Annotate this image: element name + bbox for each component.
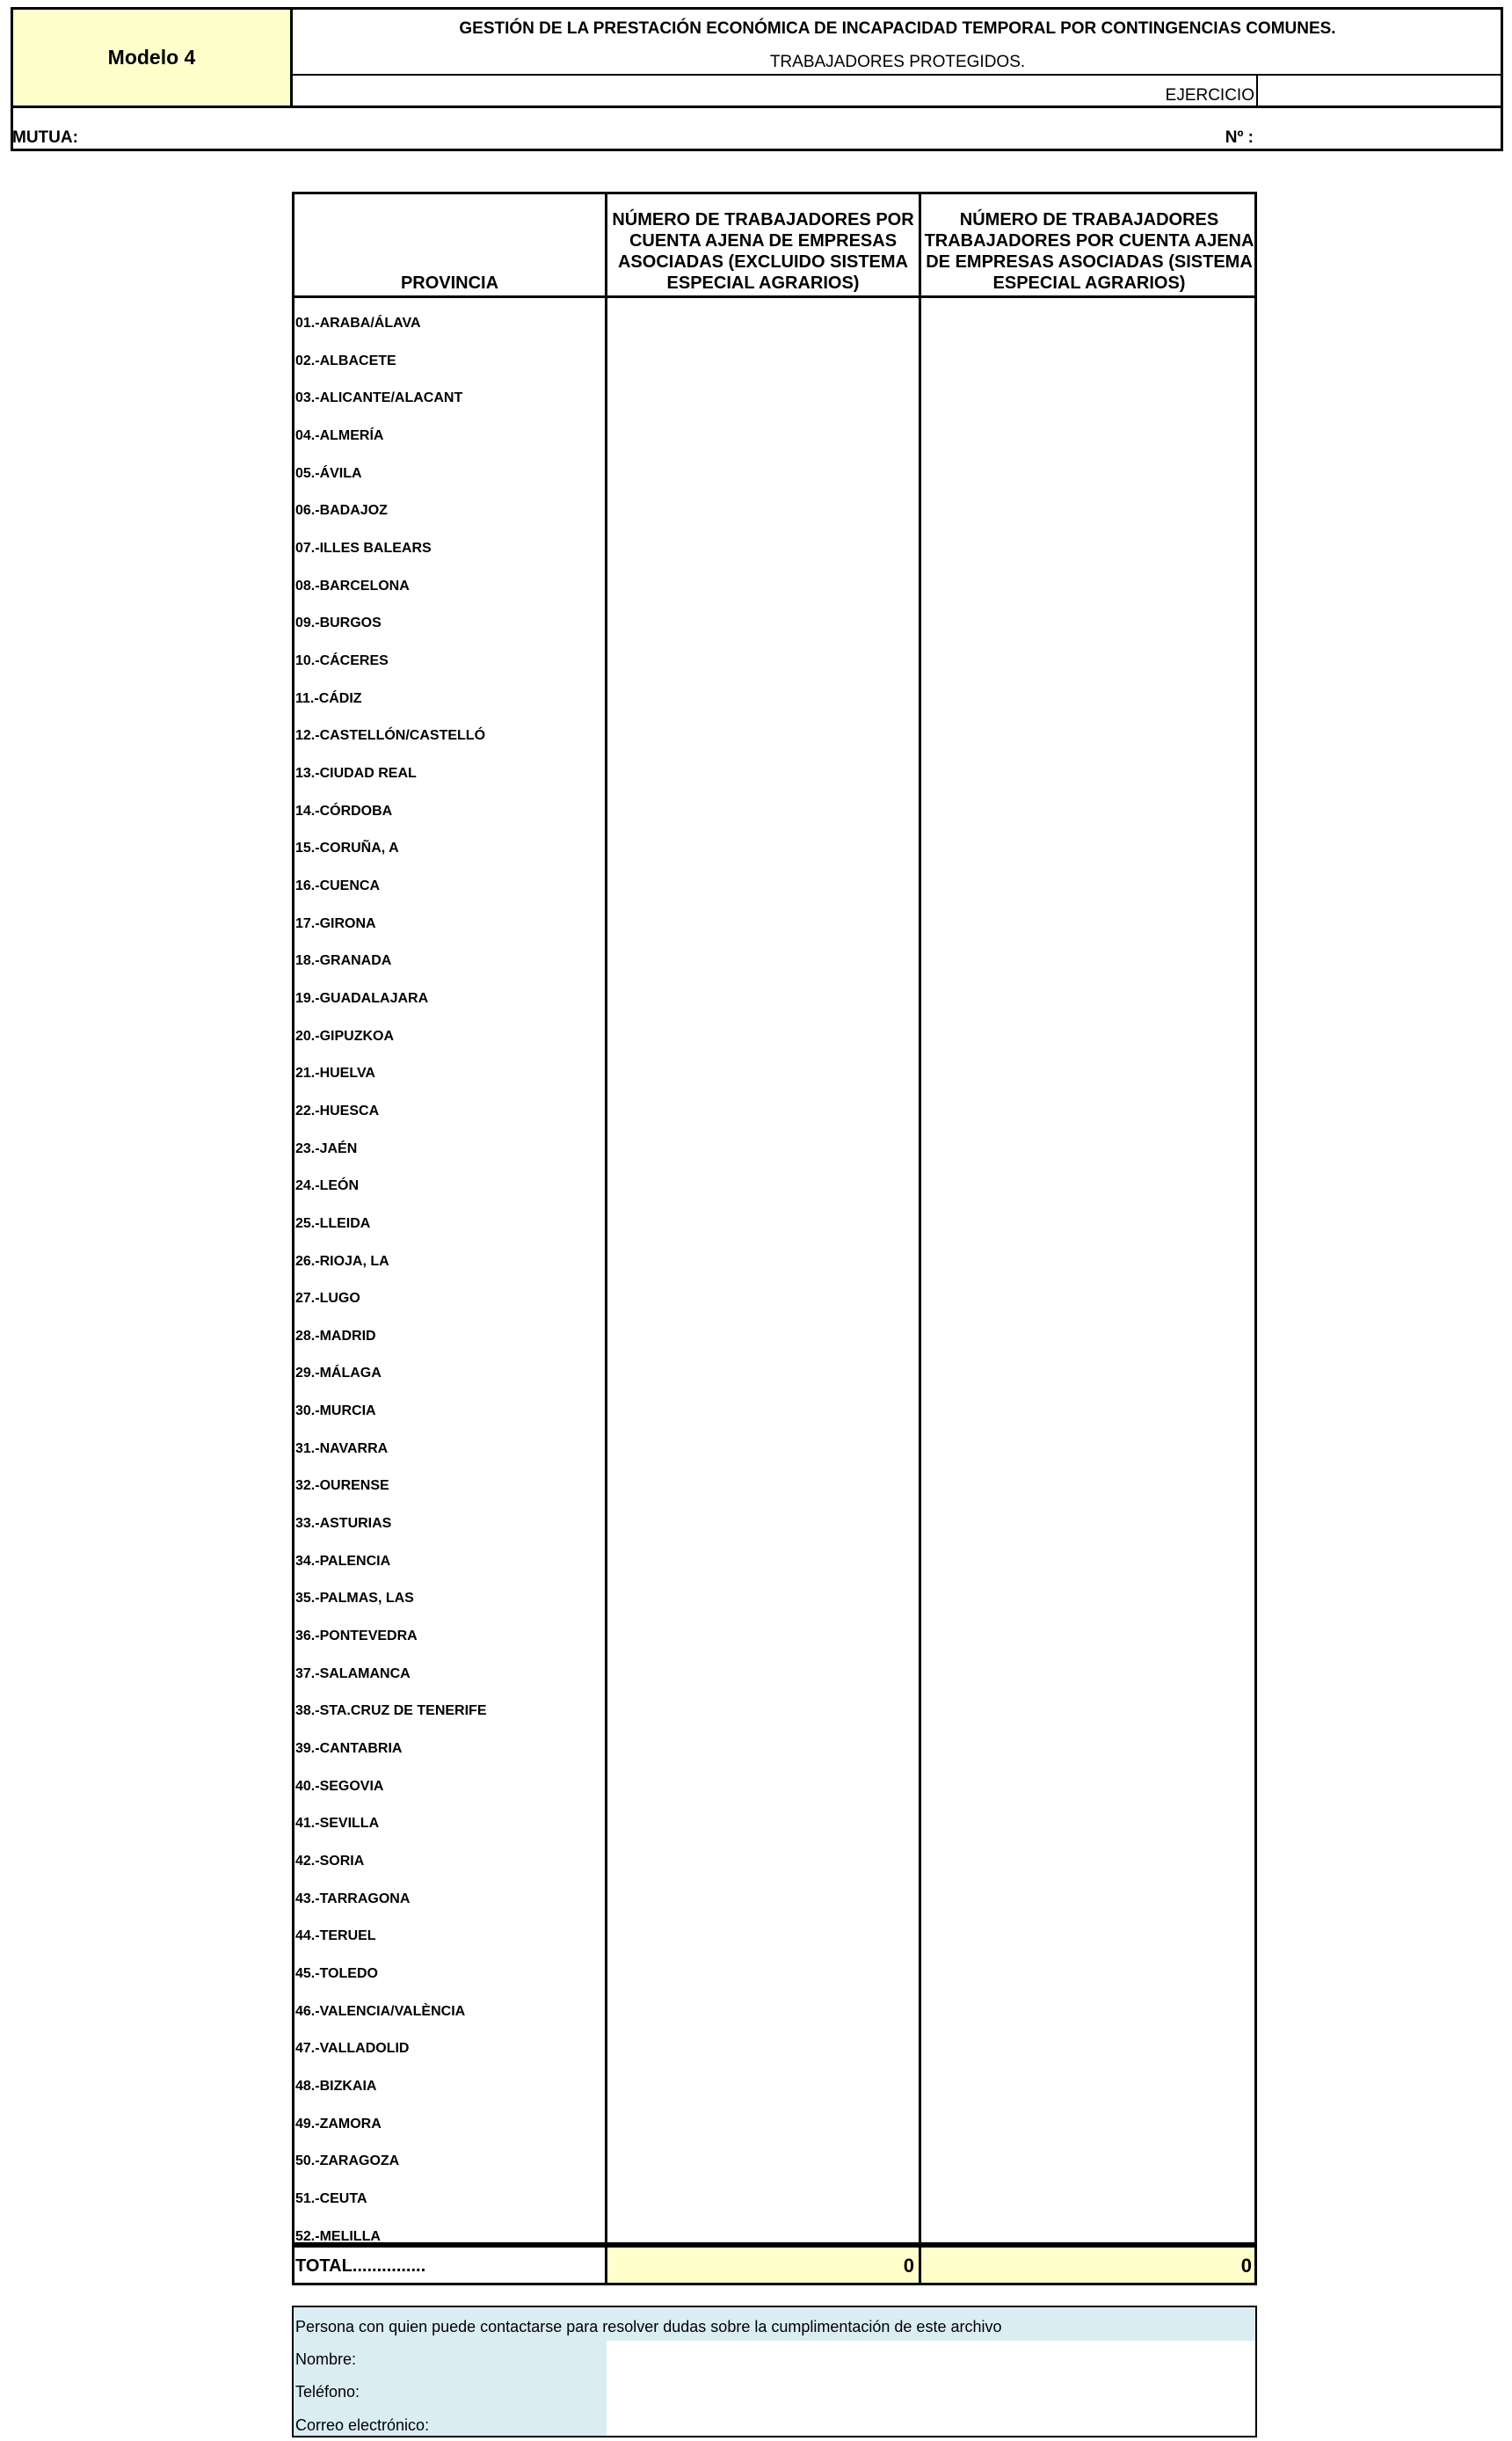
province-excluido-input[interactable] xyxy=(608,1770,916,1805)
province-label: 26.-RIOJA, LA xyxy=(295,1254,389,1269)
province-excluido-input[interactable] xyxy=(608,1694,916,1730)
province-excluido-input[interactable] xyxy=(608,1845,916,1880)
province-agrarios-input[interactable] xyxy=(922,870,1253,905)
province-agrarios-input[interactable] xyxy=(922,944,1253,980)
province-label: 42.-SORIA xyxy=(295,1854,365,1869)
province-label: 10.-CÁCERES xyxy=(295,653,389,668)
province-excluido-input[interactable] xyxy=(608,795,916,830)
province-excluido-input[interactable] xyxy=(608,907,916,943)
province-label: 09.-BURGOS xyxy=(295,616,382,630)
province-excluido-input[interactable] xyxy=(608,419,916,455)
province-agrarios-input[interactable] xyxy=(922,1957,1253,1993)
column-header-excluido: NÚMERO DE TRABAJADORES POR CUENTA AJENA DE EMPRESAS ASOCIADAS (EXCLUIDO SISTEMA ESPECIAL AGRARIOS) xyxy=(612,210,914,293)
telefono-field[interactable] xyxy=(608,2375,1254,2405)
province-excluido-input[interactable] xyxy=(608,1020,916,1055)
province-excluido-input[interactable] xyxy=(608,1620,916,1655)
province-agrarios-input[interactable] xyxy=(922,757,1253,792)
province-excluido-input[interactable] xyxy=(608,1545,916,1580)
province-agrarios-input[interactable] xyxy=(922,607,1253,642)
province-label: 06.-BADAJOZ xyxy=(295,503,388,518)
province-excluido-input[interactable] xyxy=(608,1395,916,1430)
province-label: 48.-BIZKAIA xyxy=(295,2079,377,2094)
province-label: 31.-NAVARRA xyxy=(295,1441,389,1456)
province-excluido-input[interactable] xyxy=(608,832,916,867)
province-excluido-input[interactable] xyxy=(608,1357,916,1392)
mutua-row xyxy=(11,107,1503,151)
province-agrarios-input[interactable] xyxy=(922,1207,1253,1242)
province-excluido-input[interactable] xyxy=(608,1807,916,1842)
total-right-border xyxy=(1254,2245,1257,2285)
province-label: 22.-HUESCA xyxy=(295,1104,380,1118)
province-excluido-input[interactable] xyxy=(608,1057,916,1092)
province-agrarios-input[interactable] xyxy=(922,1245,1253,1280)
province-agrarios-input[interactable] xyxy=(922,832,1253,867)
province-agrarios-input[interactable] xyxy=(922,1770,1253,1805)
province-excluido-input[interactable] xyxy=(608,1883,916,1918)
province-label: 34.-PALENCIA xyxy=(295,1554,391,1569)
province-excluido-input[interactable] xyxy=(608,1582,916,1617)
province-excluido-input[interactable] xyxy=(608,2145,916,2180)
province-agrarios-input[interactable] xyxy=(922,1694,1253,1730)
province-excluido-input[interactable] xyxy=(608,1920,916,1955)
province-excluido-input[interactable] xyxy=(608,1658,916,1693)
province-excluido-input[interactable] xyxy=(608,607,916,642)
province-label: 45.-TOLEDO xyxy=(295,1966,378,1981)
correo-field[interactable] xyxy=(608,2408,1254,2436)
table-bottom-border xyxy=(292,2283,1257,2285)
province-agrarios-input[interactable] xyxy=(922,1395,1253,1430)
province-agrarios-input[interactable] xyxy=(922,1807,1253,1842)
province-label: 43.-TARRAGONA xyxy=(295,1891,411,1906)
province-label: 25.-LLEIDA xyxy=(295,1216,371,1231)
total-divider xyxy=(605,2245,607,2285)
model-text: Modelo 4 xyxy=(107,46,196,69)
province-agrarios-input[interactable] xyxy=(922,1845,1253,1880)
province-agrarios-input[interactable] xyxy=(922,1620,1253,1655)
province-agrarios-input[interactable] xyxy=(922,1095,1253,1130)
province-label: 50.-ZARAGOZA xyxy=(295,2153,400,2168)
province-agrarios-input[interactable] xyxy=(922,795,1253,830)
province-label: 38.-STA.CRUZ DE TENERIFE xyxy=(295,1703,487,1718)
province-agrarios-input[interactable] xyxy=(922,1732,1253,1767)
province-excluido-input[interactable] xyxy=(608,2032,916,2067)
province-excluido-input[interactable] xyxy=(608,2070,916,2105)
province-agrarios-input[interactable] xyxy=(922,457,1253,492)
province-agrarios-input[interactable] xyxy=(922,907,1253,943)
total-label: TOTAL............... xyxy=(295,2256,426,2276)
province-excluido-input[interactable] xyxy=(608,307,916,342)
province-label: 52.-MELILLA xyxy=(295,2229,381,2244)
province-excluido-input[interactable] xyxy=(608,1245,916,1280)
province-excluido-input[interactable] xyxy=(608,1320,916,1355)
total-left-border xyxy=(292,2245,294,2285)
province-label: 40.-SEGOVIA xyxy=(295,1779,384,1794)
province-label: 44.-TERUEL xyxy=(295,1928,376,1943)
province-label: 47.-VALLADOLID xyxy=(295,2041,410,2056)
province-label: 49.-ZAMORA xyxy=(295,2117,382,2131)
province-excluido-input[interactable] xyxy=(608,1995,916,2030)
province-excluido-input[interactable] xyxy=(608,382,916,417)
province-agrarios-input[interactable] xyxy=(922,1169,1253,1205)
province-label: 05.-ÁVILA xyxy=(295,466,362,481)
form-subtitle: TRABAJADORES PROTEGIDOS. xyxy=(769,53,1026,71)
province-excluido-input[interactable] xyxy=(608,1432,916,1468)
total-divider xyxy=(919,2245,921,2285)
nombre-label: Nombre: xyxy=(295,2350,357,2368)
province-label: 39.-CANTABRIA xyxy=(295,1741,403,1756)
total-excluido-value: 0 xyxy=(903,2255,914,2277)
province-excluido-input[interactable] xyxy=(608,1507,916,1542)
province-agrarios-input[interactable] xyxy=(922,982,1253,1017)
province-agrarios-input[interactable] xyxy=(922,1507,1253,1542)
province-excluido-input[interactable] xyxy=(608,682,916,718)
province-agrarios-input[interactable] xyxy=(922,645,1253,680)
province-agrarios-input[interactable] xyxy=(922,419,1253,455)
province-label: 13.-CIUDAD REAL xyxy=(295,766,417,781)
province-label: 51.-CEUTA xyxy=(295,2191,367,2206)
province-agrarios-input[interactable] xyxy=(922,1020,1253,1055)
province-agrarios-input[interactable] xyxy=(922,1320,1253,1355)
province-agrarios-input[interactable] xyxy=(922,2108,1253,2143)
province-label: 16.-CUENCA xyxy=(295,878,381,893)
province-label: 24.-LEÓN xyxy=(295,1178,360,1193)
province-agrarios-input[interactable] xyxy=(922,2182,1253,2218)
province-excluido-input[interactable] xyxy=(608,1133,916,1168)
form-title: GESTIÓN DE LA PRESTACIÓN ECONÓMICA DE INCAPACIDAD TEMPORAL POR CONTINGENCIAS COMUNES. xyxy=(459,19,1336,38)
province-excluido-input[interactable] xyxy=(608,532,916,567)
province-excluido-input[interactable] xyxy=(608,570,916,605)
province-label: 21.-HUELVA xyxy=(295,1066,375,1081)
numero-label: Nº : xyxy=(1225,128,1254,147)
province-label: 18.-GRANADA xyxy=(295,953,392,968)
province-label: 36.-PONTEVEDRA xyxy=(295,1629,418,1643)
column-header-provincia: PROVINCIA xyxy=(400,273,499,293)
province-excluido-input[interactable] xyxy=(608,345,916,380)
province-excluido-input[interactable] xyxy=(608,870,916,905)
province-agrarios-input[interactable] xyxy=(922,570,1253,605)
province-excluido-input[interactable] xyxy=(608,1207,916,1242)
province-excluido-input[interactable] xyxy=(608,2182,916,2218)
province-excluido-input[interactable] xyxy=(608,1169,916,1205)
province-excluido-input[interactable] xyxy=(608,1469,916,1505)
province-agrarios-input[interactable] xyxy=(922,682,1253,718)
province-label: 01.-ARABA/ÁLAVA xyxy=(295,316,421,331)
province-agrarios-input[interactable] xyxy=(922,719,1253,754)
province-excluido-input[interactable] xyxy=(608,719,916,754)
province-agrarios-input[interactable] xyxy=(922,1582,1253,1617)
mutua-label: MUTUA: xyxy=(12,128,78,147)
model-label xyxy=(11,7,293,108)
province-label: 23.-JAÉN xyxy=(295,1141,358,1156)
province-agrarios-input[interactable] xyxy=(922,1883,1253,1918)
province-agrarios-input[interactable] xyxy=(922,494,1253,529)
province-agrarios-input[interactable] xyxy=(922,1432,1253,1468)
province-label: 19.-GUADALAJARA xyxy=(295,991,429,1006)
province-label: 04.-ALMERÍA xyxy=(295,428,384,443)
province-label: 32.-OURENSE xyxy=(295,1478,389,1493)
province-agrarios-input[interactable] xyxy=(922,2070,1253,2105)
province-agrarios-input[interactable] xyxy=(922,307,1253,342)
header-row-divider xyxy=(292,295,1257,298)
ejercicio-field[interactable] xyxy=(1256,74,1503,108)
province-agrarios-input[interactable] xyxy=(922,2032,1253,2067)
province-label: 14.-CÓRDOBA xyxy=(295,804,393,819)
province-agrarios-input[interactable] xyxy=(922,1282,1253,1317)
province-label: 27.-LUGO xyxy=(295,1291,360,1306)
province-agrarios-input[interactable] xyxy=(922,1133,1253,1168)
province-excluido-input[interactable] xyxy=(608,494,916,529)
province-agrarios-input[interactable] xyxy=(922,382,1253,417)
province-label: 33.-ASTURIAS xyxy=(295,1516,392,1531)
province-agrarios-input[interactable] xyxy=(922,345,1253,380)
province-excluido-input[interactable] xyxy=(608,757,916,792)
province-label: 03.-ALICANTE/ALACANT xyxy=(295,390,463,405)
province-excluido-input[interactable] xyxy=(608,1282,916,1317)
province-agrarios-input[interactable] xyxy=(922,1469,1253,1505)
province-excluido-input[interactable] xyxy=(608,1957,916,1993)
contact-heading: Persona con quien puede contactarse para resolver dudas sobre la cumplimentación de este archivo xyxy=(295,2318,1002,2335)
province-label: 37.-SALAMANCA xyxy=(295,1666,411,1681)
nombre-field[interactable] xyxy=(608,2343,1254,2372)
province-label: 35.-PALMAS, LAS xyxy=(295,1591,414,1606)
province-agrarios-input[interactable] xyxy=(922,532,1253,567)
province-excluido-input[interactable] xyxy=(608,645,916,680)
province-excluido-input[interactable] xyxy=(608,457,916,492)
total-agrarios-value: 0 xyxy=(1240,2255,1252,2277)
province-label: 08.-BARCELONA xyxy=(295,579,410,594)
correo-label: Correo electrónico: xyxy=(295,2416,430,2434)
province-agrarios-input[interactable] xyxy=(922,1658,1253,1693)
province-agrarios-input[interactable] xyxy=(922,1995,1253,2030)
province-agrarios-input[interactable] xyxy=(922,1920,1253,1955)
table-column-divider xyxy=(605,192,607,2245)
province-excluido-input[interactable] xyxy=(608,1095,916,1130)
province-label: 11.-CÁDIZ xyxy=(295,691,362,706)
province-label: 20.-GIPUZKOA xyxy=(295,1029,395,1044)
province-label: 15.-CORUÑA, A xyxy=(295,841,399,856)
column-header-agrarios: NÚMERO DE TRABAJADORES TRABAJADORES POR CUENTA AJENA DE EMPRESAS ASOCIADAS (SISTEMA ESPECIAL AGRARIOS) xyxy=(924,210,1254,293)
province-label: 29.-MÁLAGA xyxy=(295,1366,382,1381)
province-excluido-input[interactable] xyxy=(608,982,916,1017)
ejercicio-label: EJERCICIO xyxy=(1165,86,1254,105)
province-agrarios-input[interactable] xyxy=(922,1057,1253,1092)
province-excluido-input[interactable] xyxy=(608,1732,916,1767)
province-excluido-input[interactable] xyxy=(608,2108,916,2143)
province-label: 17.-GIRONA xyxy=(295,916,376,931)
province-label: 28.-MADRID xyxy=(295,1329,376,1344)
province-label: 46.-VALENCIA/VALÈNCIA xyxy=(295,2004,466,2019)
province-agrarios-input[interactable] xyxy=(922,1357,1253,1392)
telefono-label: Teléfono: xyxy=(295,2383,360,2401)
table-column-divider xyxy=(919,192,921,2245)
province-agrarios-input[interactable] xyxy=(922,2145,1253,2180)
province-label: 41.-SEVILLA xyxy=(295,1816,380,1831)
province-excluido-input[interactable] xyxy=(608,944,916,980)
province-label: 12.-CASTELLÓN/CASTELLÓ xyxy=(295,728,486,743)
province-label: 30.-MURCIA xyxy=(295,1403,376,1418)
province-agrarios-input[interactable] xyxy=(922,1545,1253,1580)
province-label: 02.-ALBACETE xyxy=(295,353,396,368)
province-label: 07.-ILLES BALEARS xyxy=(295,541,432,556)
